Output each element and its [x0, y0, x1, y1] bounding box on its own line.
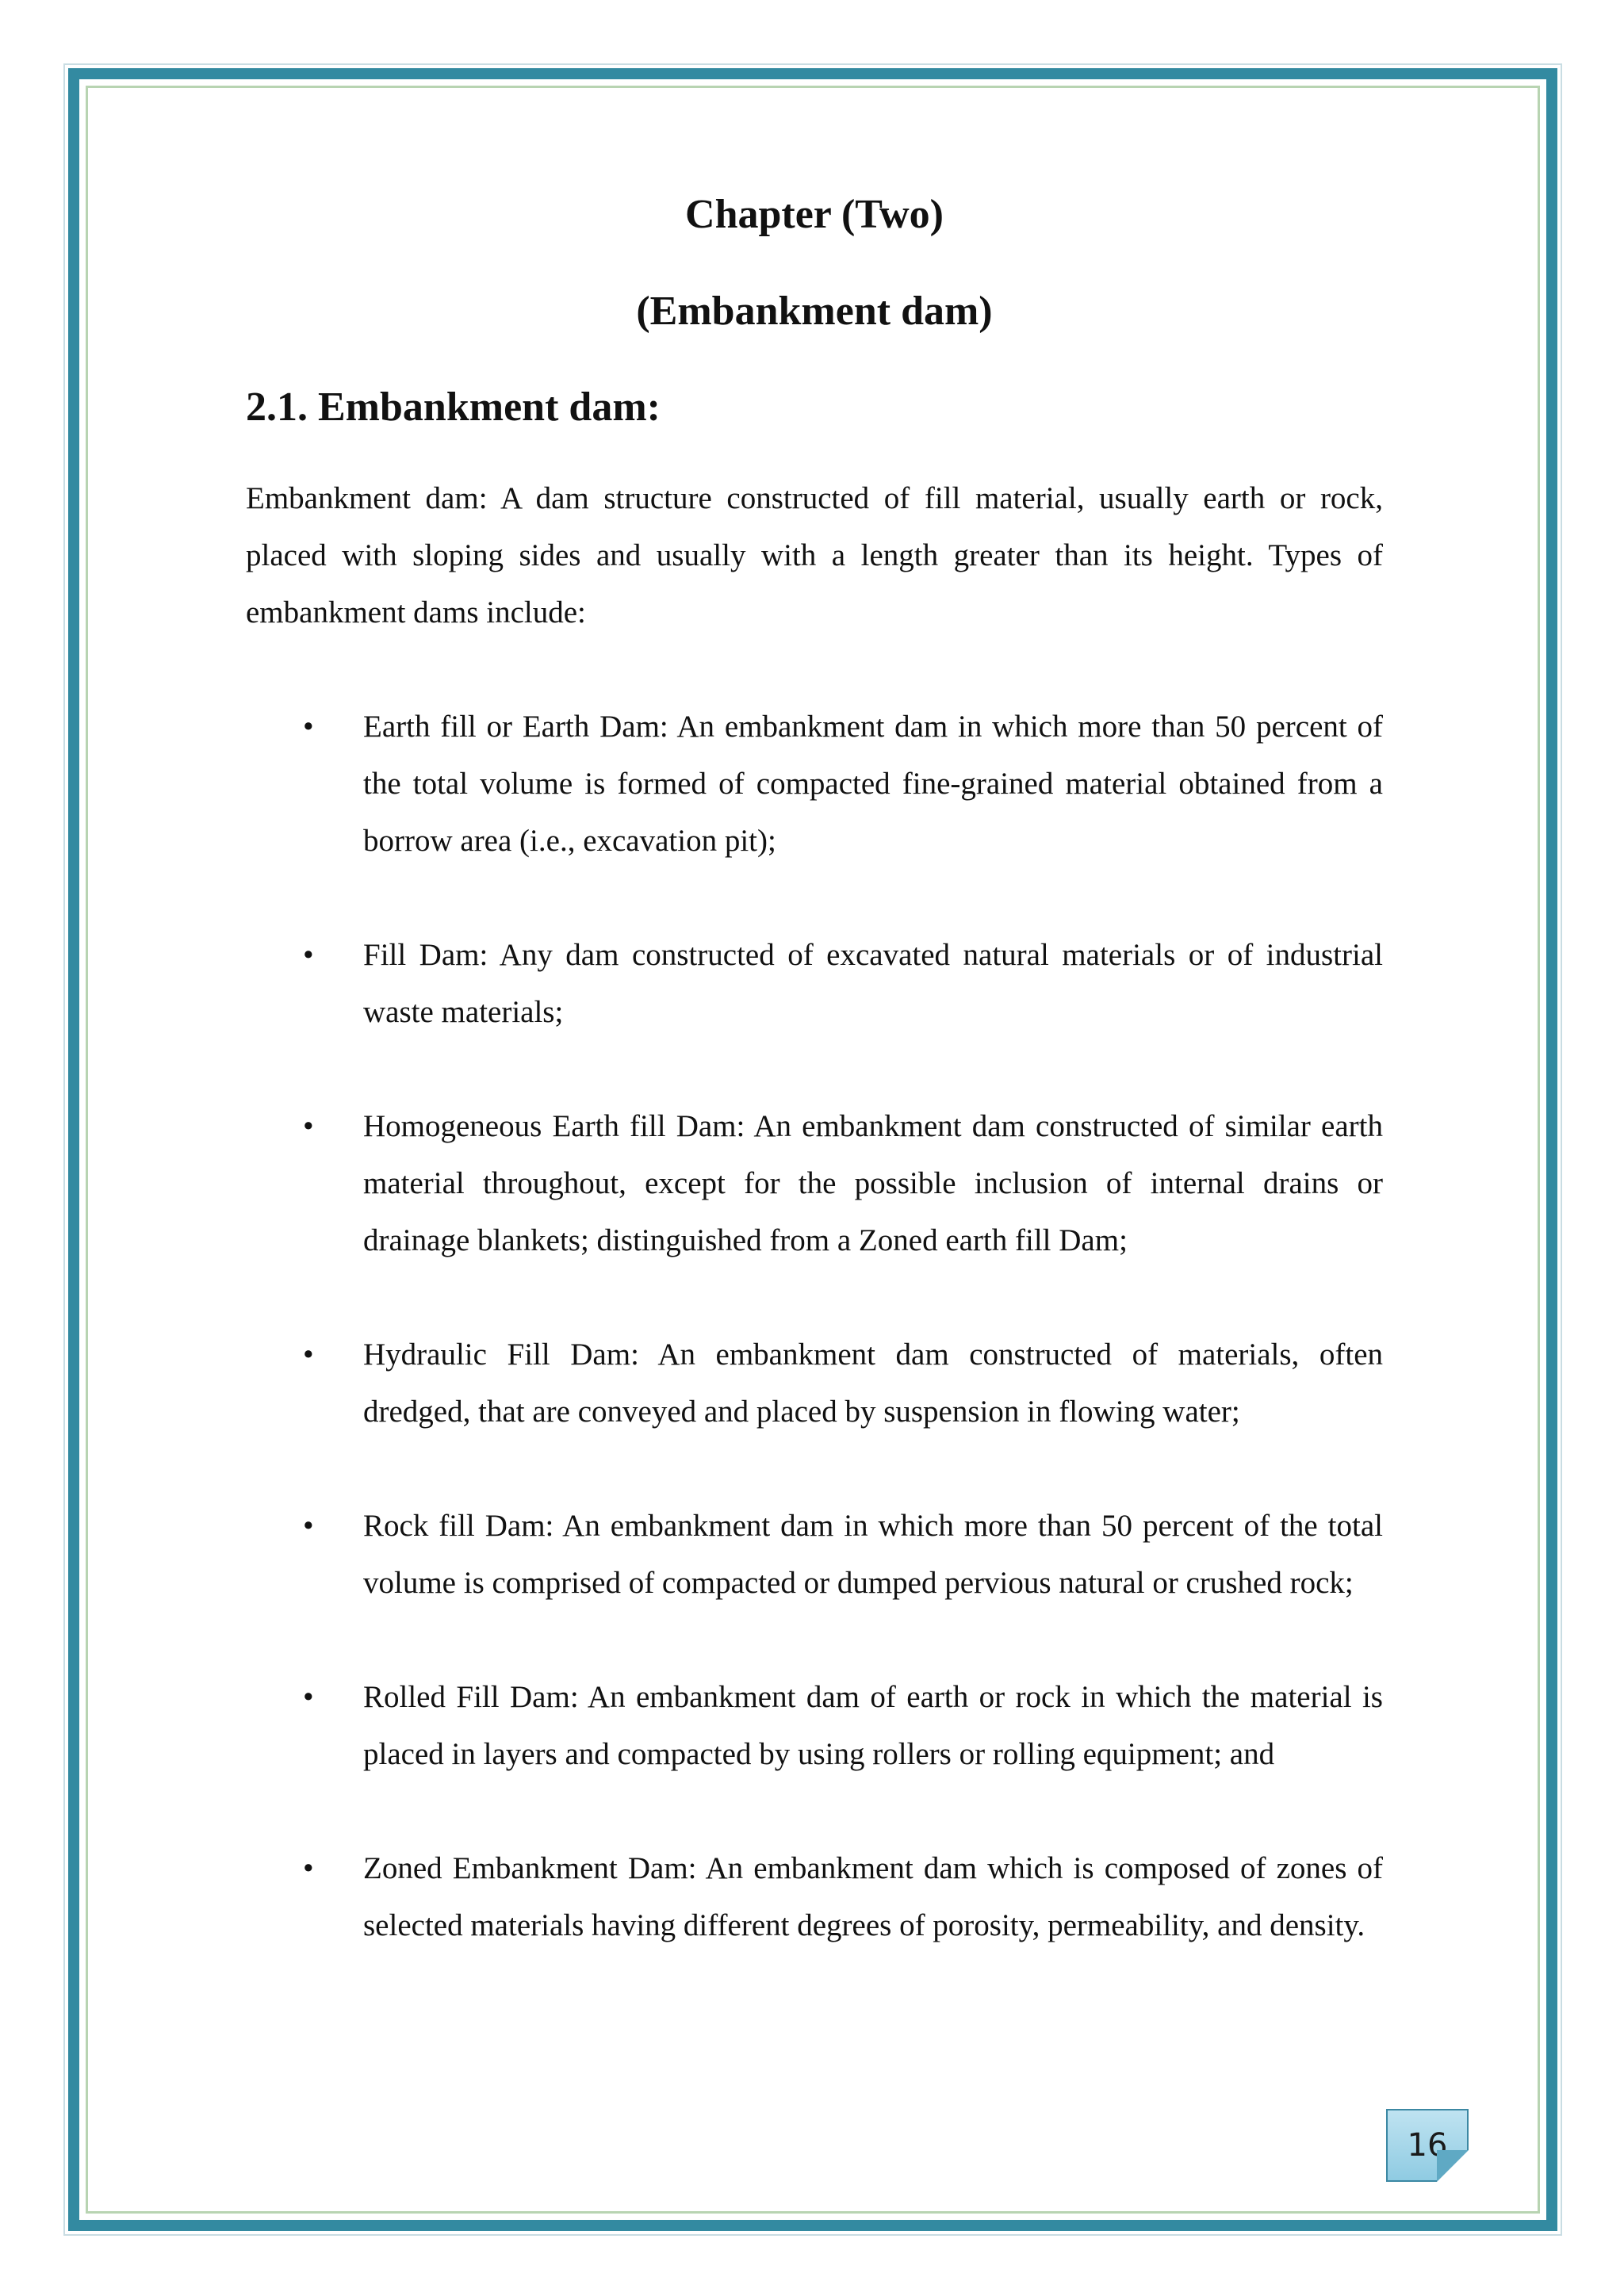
list-item-text: Rock fill Dam: An embankment dam in which more than 50 percent of the total volume is comprised of compacted or dumped pervious natural or crushed rock; — [363, 1509, 1383, 1601]
section-heading: 2.1. Embankment dam: — [246, 384, 661, 430]
bullet-icon: • — [303, 1109, 314, 1144]
list-item-text: Homogeneous Earth fill Dam: An embankment dam constructed of similar earth material throughout, except for the possible inclusion of internal drains or drainage blankets; distinguished from a Zoned earth fill Dam; — [363, 1109, 1383, 1258]
bullet-icon: • — [303, 1337, 314, 1372]
list-item-text: Earth fill or Earth Dam: An embankment dam in which more than 50 percent of the total volume is formed of compacted fine-grained material obtained from a borrow area (i.e., excavation pit); — [363, 710, 1383, 859]
list-item — [246, 698, 1383, 870]
list-item-text: Zoned Embankment Dam: An embankment dam which is composed of zones of selected materials having different degrees of porosity, permeability, and density. — [363, 1851, 1383, 1943]
list-item — [246, 927, 1383, 1041]
dam-types-list — [246, 698, 1383, 1954]
list-item — [246, 1098, 1383, 1269]
bullet-icon: • — [303, 1680, 314, 1715]
list-item-text: Fill Dam: Any dam constructed of excavated natural materials or of industrial waste materials; — [363, 938, 1383, 1030]
bullet-icon: • — [303, 938, 314, 973]
intro-paragraph: Embankment dam: A dam structure constructed of fill material, usually earth or rock, placed with sloping sides and usually with a length greater than its height. Types of embankment dams include: — [246, 481, 1383, 630]
page-content — [246, 190, 1383, 2011]
bullet-icon: • — [303, 1851, 314, 1886]
list-item — [246, 1840, 1383, 1954]
bullet-icon: • — [303, 710, 314, 744]
chapter-title: Chapter (Two) — [685, 192, 944, 237]
bullet-icon: • — [303, 1509, 314, 1544]
page-number: 16 — [1407, 2127, 1448, 2164]
chapter-subtitle: (Embankment dam) — [636, 289, 993, 335]
page-number-badge — [1386, 2109, 1469, 2182]
list-item — [246, 1669, 1383, 1783]
list-item — [246, 1326, 1383, 1441]
list-item-text: Rolled Fill Dam: An embankment dam of earth or rock in which the material is placed in layers and compacted by using rollers or rolling equipment; and — [363, 1680, 1383, 1772]
list-item — [246, 1498, 1383, 1612]
list-item-text: Hydraulic Fill Dam: An embankment dam constructed of materials, often dredged, that are conveyed and placed by suspension in flowing water; — [363, 1337, 1383, 1429]
page-curl-icon — [1437, 2150, 1469, 2182]
